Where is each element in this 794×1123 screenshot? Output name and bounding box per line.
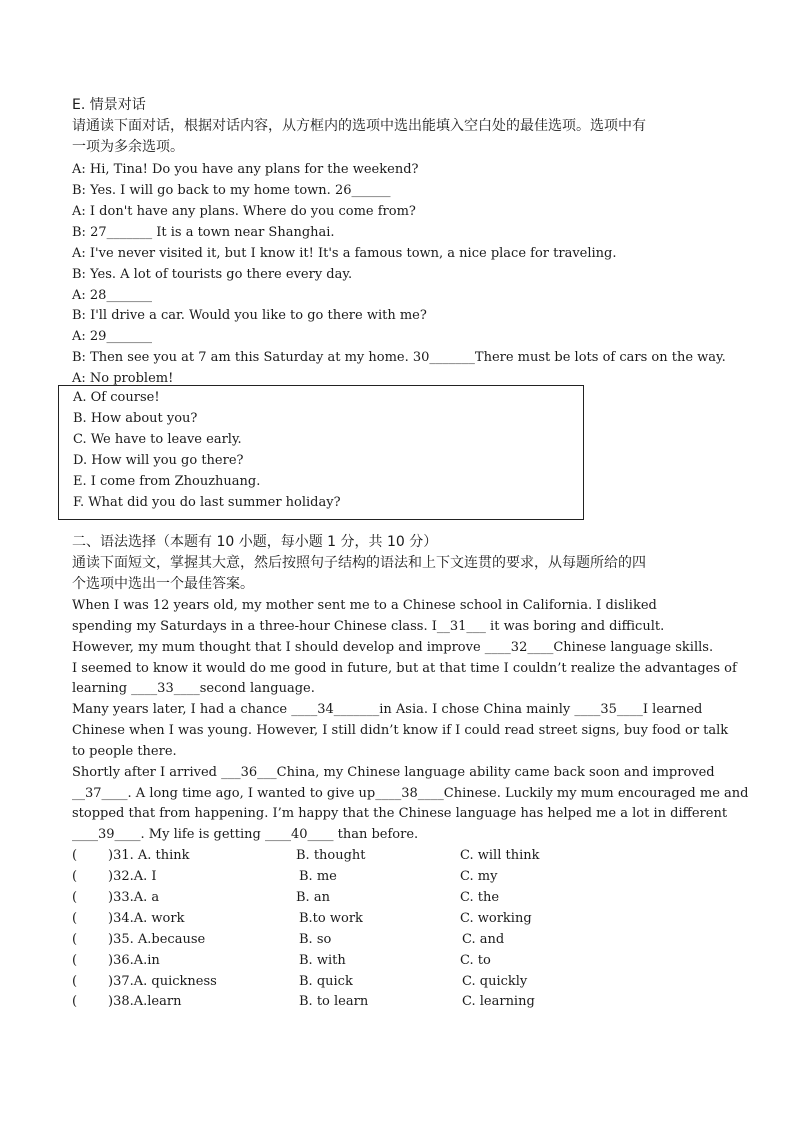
question-option-b: B. with xyxy=(299,953,346,968)
section-2-heading: 二、语法选择（本题有 10 小题，每小题 1 分，共 10 分） xyxy=(72,534,438,550)
passage-line: When I was 12 years old, my mother sent me to a Chinese school in California. I disliked xyxy=(72,598,657,613)
passage-line: learning ____33____second language. xyxy=(72,681,315,696)
option-d: D. How will you go there? xyxy=(73,453,244,468)
passage-line: __37____. A long time ago, I wanted to give up____38____Chinese. Luckily my mum encouraged me and xyxy=(72,786,749,801)
dialogue-line: A: Hi, Tina! Do you have any plans for the weekend? xyxy=(72,162,419,177)
passage-line: However, my mum thought that I should develop and improve ____32____Chinese language skills. xyxy=(72,640,714,655)
option-b: B. How about you? xyxy=(73,411,198,426)
question-option-b: B. so xyxy=(299,932,332,947)
section-e-instruction-line-2: 一项为多余选项。 xyxy=(72,139,184,155)
question-option-b: B.to work xyxy=(299,911,363,926)
question-option-c: C. my xyxy=(460,869,498,884)
dialogue-line: B: Yes. A lot of tourists go there every day. xyxy=(72,267,353,282)
passage-line: spending my Saturdays in a three-hour Chinese class. I__31___ it was boring and difficult. xyxy=(72,619,665,634)
question-option-c: C. the xyxy=(460,890,500,905)
answer-paren: ( xyxy=(72,911,78,926)
passage-line: Many years later, I had a chance ____34_______in Asia. I chose China mainly ____35____I learned xyxy=(72,702,703,717)
dialogue-line: A: I've never visited it, but I know it! It's a famous town, a nice place for traveling. xyxy=(72,246,617,261)
question-option-c: C. working xyxy=(460,911,532,926)
answer-paren: ( xyxy=(72,890,78,905)
dialogue-line: B: Yes. I will go back to my home town. 26______ xyxy=(72,183,391,198)
option-a: A. Of course! xyxy=(73,390,160,405)
question-option-b: B. thought xyxy=(296,848,366,863)
question-option-a: )32.A. I xyxy=(108,869,157,884)
answer-paren: ( xyxy=(72,953,78,968)
question-option-a: )36.A.in xyxy=(108,953,160,968)
question-option-a: )38.A.learn xyxy=(108,994,182,1009)
section-2-instruction-line-1: 通读下面短文，掌握其大意，然后按照句子结构的语法和上下文连贯的要求，从每题所给的四 xyxy=(72,555,646,571)
dialogue-line: B: I'll drive a car. Would you like to go there with me? xyxy=(72,308,427,323)
question-option-c: C. learning xyxy=(462,994,535,1009)
passage-line: to people there. xyxy=(72,744,177,759)
dialogue-line: A: No problem! xyxy=(72,371,174,386)
answer-paren: ( xyxy=(72,848,78,863)
section-e-heading: E. 情景对话 xyxy=(72,97,146,113)
answer-paren: ( xyxy=(72,974,78,989)
question-option-c: C. will think xyxy=(460,848,540,863)
question-option-a: )34.A. work xyxy=(108,911,185,926)
section-e-instruction-line-1: 请通读下面对话，根据对话内容，从方框内的选项中选出能填入空白处的最佳选项。选项中有 xyxy=(72,118,646,134)
passage-line: stopped that from happening. I’m happy that the Chinese language has helped me a lot in different xyxy=(72,806,728,821)
question-option-a: )33.A. a xyxy=(108,890,160,905)
passage-line: Shortly after I arrived ___36___China, my Chinese language ability came back soon and improved xyxy=(72,765,715,780)
question-option-a: )35. A.because xyxy=(108,932,206,947)
section-2-instruction-line-2: 个选项中选出一个最佳答案。 xyxy=(72,576,254,592)
question-option-b: B. an xyxy=(296,890,330,905)
dialogue-line: B: Then see you at 7 am this Saturday at my home. 30_______There must be lots of cars on the way. xyxy=(72,350,726,365)
question-option-c: C. to xyxy=(460,953,491,968)
question-option-b: B. me xyxy=(299,869,337,884)
question-option-a: )37.A. quickness xyxy=(108,974,217,989)
answer-paren: ( xyxy=(72,869,78,884)
question-option-a: )31. A. think xyxy=(108,848,190,863)
dialogue-line: A: 28_______ xyxy=(72,288,152,303)
question-option-b: B. quick xyxy=(299,974,353,989)
options-box xyxy=(58,385,584,520)
dialogue-line: A: I don't have any plans. Where do you come from? xyxy=(72,204,416,219)
answer-paren: ( xyxy=(72,994,78,1009)
question-option-b: B. to learn xyxy=(299,994,369,1009)
passage-line: ____39____. My life is getting ____40____ than before. xyxy=(72,827,419,842)
dialogue-line: B: 27_______ It is a town near Shanghai. xyxy=(72,225,335,240)
passage-line: I seemed to know it would do me good in future, but at that time I couldn’t realize the advantages of xyxy=(72,661,737,676)
passage-line: Chinese when I was young. However, I still didn’t know if I could read street signs, buy food or talk xyxy=(72,723,729,738)
answer-paren: ( xyxy=(72,932,78,947)
question-option-c: C. quickly xyxy=(462,974,528,989)
option-c: C. We have to leave early. xyxy=(73,432,242,447)
option-e: E. I come from Zhouzhuang. xyxy=(73,474,261,489)
option-f: F. What did you do last summer holiday? xyxy=(73,495,341,510)
question-option-c: C. and xyxy=(462,932,505,947)
dialogue-line: A: 29_______ xyxy=(72,329,152,344)
